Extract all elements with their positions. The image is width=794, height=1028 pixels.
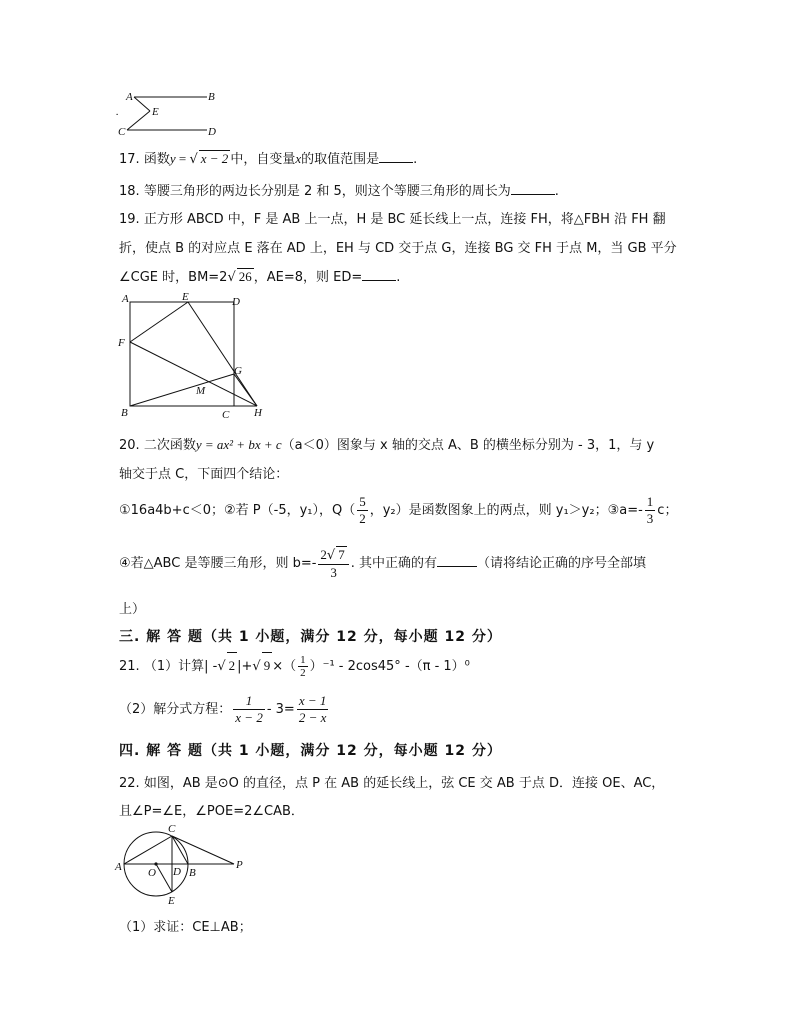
q20-c4-post: . 其中正确的有 [350, 556, 437, 571]
line-ec [127, 111, 150, 130]
segment-cp [172, 836, 234, 864]
label-h: H [254, 407, 262, 419]
q20-c4-tail: （请将结论正确的序号全部填 [476, 556, 646, 571]
question-19-line1 [119, 208, 666, 227]
frac-radicand: 7 [338, 547, 345, 562]
q21-p1-pre: （1）计算| - [143, 659, 218, 674]
q20-frac-5-2 [357, 494, 368, 527]
q22-line1: 如图，AB 是⊙O 的直径，点 P 在 AB 的延长线上，弦 CE 交 AB 于点 D．连接 OE、AC， [143, 776, 665, 791]
label-c: C [118, 126, 126, 138]
label-p: P [236, 859, 243, 871]
q17-end: . [413, 152, 418, 167]
q17-post: 的取值范围是 [301, 152, 380, 167]
q21-p1-mid1: |+ [237, 659, 253, 674]
q18-number: 18. [119, 184, 140, 199]
q20-answer-blank [437, 555, 477, 567]
q19-radicand: 26 [238, 269, 252, 284]
q20-condition: （a＜0） [281, 438, 337, 453]
label-f: F [118, 337, 125, 349]
q20-line2: 轴交于点 C，下面四个结论： [119, 467, 289, 482]
q20-line-last: 上） [119, 602, 146, 617]
label-a: A [122, 293, 129, 305]
label-c: C [222, 409, 230, 420]
q20-c4-pre: ④若△ABC 是等腰三角形，则 b=- [119, 556, 317, 571]
q19-line3-end: . [396, 270, 401, 285]
frac-numerator: x − 1 [298, 693, 327, 708]
figure-circle [112, 818, 252, 910]
q19-line3-pre: ∠CGE 时，BM=2 [119, 270, 228, 285]
segment-cb [172, 836, 188, 864]
radical-sign: √ [326, 548, 336, 563]
segment-fe [130, 302, 188, 342]
q17-number: 17. [119, 152, 140, 167]
frac-numerator: 5 [359, 494, 366, 509]
q21-frac-right [297, 693, 329, 726]
frac-denominator: x − 2 [235, 710, 263, 725]
q19-answer-blank [362, 269, 396, 281]
q21-frac-1-2 [298, 654, 308, 679]
frac-numerator: 1 [300, 654, 306, 666]
figure-square-fold [112, 290, 272, 420]
q17-y: y [169, 151, 176, 166]
q21-number: 21. [119, 659, 140, 674]
segment-gh [234, 374, 257, 406]
frac-denominator: 2 [359, 511, 366, 526]
q19-number: 19. [119, 212, 140, 227]
q17-mid: 中，自变量 [230, 152, 296, 167]
q20-number: 20. [119, 438, 140, 453]
frac-denominator: 3 [330, 565, 337, 580]
question-17 [119, 148, 417, 167]
label-m: M [196, 385, 206, 397]
frac-numerator: 1 [233, 693, 265, 710]
frac-numerator: 1 [646, 494, 654, 509]
line-ae [134, 97, 150, 111]
q17-answer-blank [379, 151, 413, 163]
label-a: A [115, 861, 122, 873]
question-20-line2 [119, 463, 288, 482]
label-b: B [189, 867, 196, 879]
question-20-conclusions [119, 494, 677, 527]
frac-denominator: 2 − x [298, 710, 327, 725]
q21-rad1: 2 [227, 652, 238, 679]
question-19-line2 [119, 237, 677, 256]
question-20-line1 [119, 434, 654, 453]
label-b: B [121, 407, 128, 419]
q17-var: x [295, 151, 302, 166]
question-22-line1 [119, 772, 664, 791]
segment-ac [124, 836, 172, 864]
radical-sign: √ [217, 659, 226, 674]
question-20-conclusion4 [119, 546, 646, 581]
q20-line1-pre: 二次函数 [143, 438, 196, 453]
q21-p2-pre: （2）解分式方程： [119, 702, 232, 717]
question-22-line2 [119, 800, 304, 819]
label-d: D [232, 296, 240, 308]
q20-c1: ①16a4b+c＜0；②若 P（-5，y₁），Q（ [119, 503, 356, 518]
q20-line1-post: 图象与 x 轴的交点 A、B 的横坐标分别为 - 3，1，与 y [336, 438, 655, 453]
stray-dot: . [116, 106, 119, 118]
q20-frac-2sqrt7-3 [318, 546, 348, 581]
center-dot [154, 862, 157, 865]
label-d: D [208, 126, 216, 138]
frac-denominator: 2 [300, 667, 306, 679]
question-20-last-line [119, 598, 145, 617]
label-e: E [182, 291, 189, 303]
frac-coef: 2 [320, 547, 327, 562]
label-e: E [168, 895, 175, 907]
q20-formula: y = ax² + bx + c [195, 437, 282, 452]
frac-numerator [318, 546, 348, 565]
q22-line2: 且∠P=∠E，∠POE=2∠CAB． [119, 804, 304, 819]
label-a: A [126, 91, 133, 103]
section-3-title: 三. 解 答 题（共 1 小题，满分 12 分，每小题 12 分） [119, 629, 502, 645]
q21-p1-mid2: ×（ [272, 659, 297, 674]
q17-radicand: x − 2 [200, 151, 229, 166]
q19-line1: 正方形 ABCD 中，F 是 AB 上一点，H 是 BC 延长线上一点，连接 FH，将△FBH 沿 FH 翻 [143, 212, 666, 227]
q17-radical-sign: √ [189, 152, 198, 167]
q22-sub1: （1）求证：CE⊥AB； [119, 920, 252, 935]
q18-end: . [554, 184, 559, 199]
q17-eq: = [175, 151, 190, 166]
q21-p2-mid: - 3= [266, 702, 295, 717]
label-e: E [152, 106, 159, 118]
q22-number: 22. [119, 776, 140, 791]
label-c: C [168, 823, 176, 835]
q21-frac-left [233, 693, 265, 726]
label-o: O [148, 867, 156, 879]
q17-pre: 函数 [143, 152, 170, 167]
q19-line2: 折，使点 B 的对应点 E 落在 AD 上，EH 与 CD 交于点 G，连接 BG 交 FH 于点 M，当 GB 平分 [119, 241, 677, 256]
label-g: G [234, 365, 242, 377]
q18-answer-blank [511, 183, 555, 195]
q20-frac-1-3 [645, 494, 656, 527]
segment-oe [156, 864, 172, 892]
q19-line3-mid: ，AE=8，则 ED= [253, 270, 363, 285]
question-19-line3 [119, 266, 400, 285]
question-22-sub1 [119, 916, 252, 935]
segment-bg [130, 374, 234, 406]
q20-c1-mid: ，y₂）是函数图象上的两点，则 y₁＞y₂；③a=- [369, 503, 643, 518]
question-21-part2 [119, 692, 330, 728]
radical-sign: √ [252, 659, 261, 674]
q20-c3-end: c； [657, 503, 678, 518]
section-4-title: 四. 解 答 题（共 1 小题，满分 12 分，每小题 12 分） [119, 743, 502, 759]
label-d: D [173, 866, 181, 878]
q19-radical-sign: √ [227, 270, 236, 285]
figure-angle-lines [112, 88, 222, 140]
q21-p1-post: ）⁻¹ - 2cos45° -（π - 1）⁰ [309, 659, 470, 674]
question-21-part1 [119, 652, 470, 680]
label-b: B [208, 91, 215, 103]
q18-text: 等腰三角形的两边长分别是 2 和 5，则这个等腰三角形的周长为 [143, 184, 511, 199]
question-18 [119, 180, 559, 199]
q21-rad2: 9 [262, 652, 273, 679]
frac-denominator: 3 [646, 511, 654, 526]
